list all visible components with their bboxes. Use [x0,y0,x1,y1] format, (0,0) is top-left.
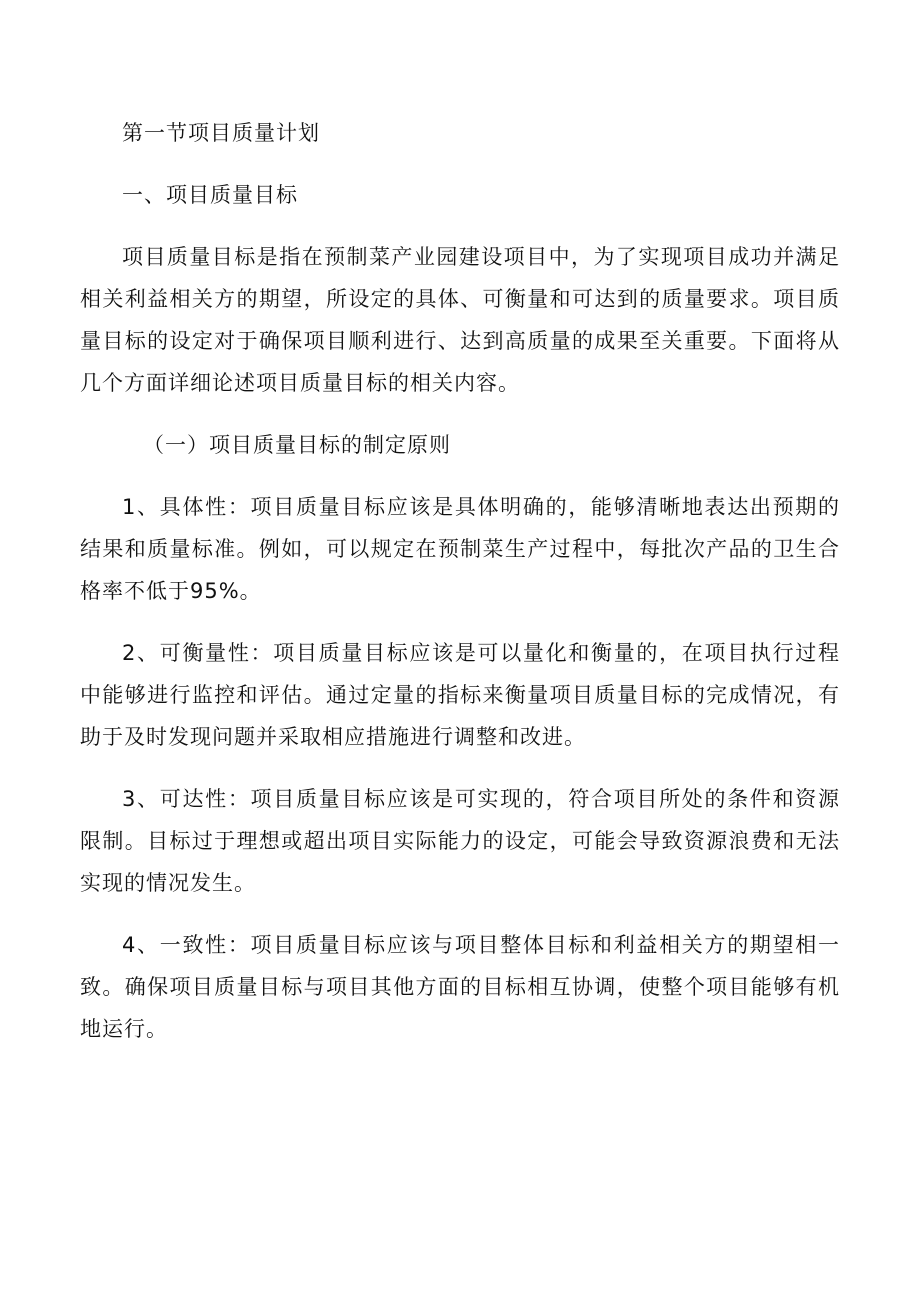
document-body [80,112,840,1070]
subsection-title: 一、项目质量目标 [122,183,298,207]
principle-paragraph-consistency: 4、一致性：项目质量目标应该与项目整体目标和利益相关方的期望相一致。确保项目质量目标与项目其他方面的目标相互协调，使整个项目能够有机地运行。 [80,933,840,1041]
principle-paragraph-measurability: 2、可衡量性：项目质量目标应该是可以量化和衡量的，在项目执行过程中能够进行监控和评估。通过定量的指标来衡量项目质量目标的完成情况，有助于及时发现问题并采取相应措施进行调整和改进。 [80,641,840,749]
sub-subsection-title: （一）项目质量目标的制定原则 [143,433,451,457]
principle-paragraph-achievability: 3、可达性：项目质量目标应该是可实现的，符合项目所处的条件和资源限制。目标过于理想或超出项目实际能力的设定，可能会导致资源浪费和无法实现的情况发生。 [80,787,840,895]
principle-paragraph-specificity: 1、具体性：项目质量目标应该是具体明确的，能够清晰地表达出预期的结果和质量标准。例如，可以规定在预制菜生产过程中，每批次产品的卫生合格率不低于95%。 [80,495,840,603]
section-title: 第一节项目质量计划 [122,121,320,145]
intro-paragraph: 项目质量目标是指在预制菜产业园建设项目中，为了实现项目成功并满足相关利益相关方的期望，所设定的具体、可衡量和可达到的质量要求。项目质量目标的设定对于确保项目顺利进行、达到高质量的成果至关重要。下面将从几个方面详细论述项目质量目标的相关内容。 [80,245,840,395]
